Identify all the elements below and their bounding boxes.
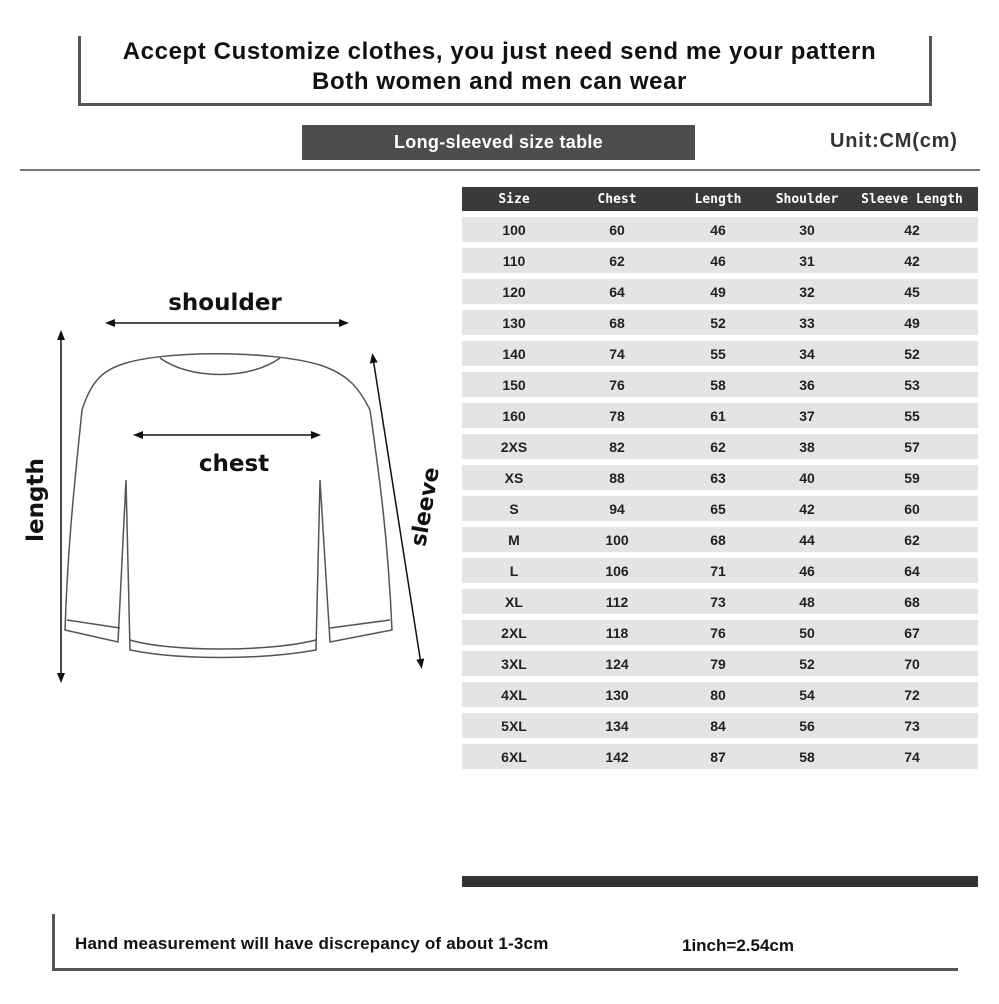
table-cell: 58	[768, 744, 846, 769]
table-cell: 88	[566, 465, 668, 490]
table-cell: 32	[768, 279, 846, 304]
table-cell: 130	[462, 310, 566, 335]
table-cell: 140	[462, 341, 566, 366]
table-row	[462, 744, 978, 769]
sleeve-label: sleeve	[406, 465, 445, 549]
table-cell: 56	[768, 713, 846, 738]
header-size: Size	[462, 187, 566, 211]
table-cell: XS	[462, 465, 566, 490]
table-row	[462, 682, 978, 707]
table-cell: 42	[768, 496, 846, 521]
table-row	[462, 372, 978, 397]
table-cell: 34	[768, 341, 846, 366]
length-label: length	[23, 458, 49, 542]
table-cell: 46	[668, 248, 768, 273]
table-cell: 40	[768, 465, 846, 490]
table-cell: 59	[846, 465, 978, 490]
table-cell: 2XS	[462, 434, 566, 459]
header-line-1: Accept Customize clothes, you just need send me your pattern	[122, 38, 877, 65]
header-length: Length	[668, 187, 768, 211]
table-cell: 38	[768, 434, 846, 459]
measurement-note: Hand measurement will have discrepancy of about 1-3cm	[75, 934, 549, 953]
table-cell: 5XL	[462, 713, 566, 738]
header-shoulder: Shoulder	[768, 187, 846, 211]
table-cell: 52	[846, 341, 978, 366]
chest-label: chest	[198, 451, 270, 477]
table-cell: 124	[566, 651, 668, 676]
table-cell: 36	[768, 372, 846, 397]
table-cell: 31	[768, 248, 846, 273]
table-cell: 94	[566, 496, 668, 521]
table-cell: 100	[566, 527, 668, 552]
table-cell: 65	[668, 496, 768, 521]
table-cell: 67	[846, 620, 978, 645]
table-cell: 134	[566, 713, 668, 738]
table-row	[462, 465, 978, 490]
table-cell: 76	[668, 620, 768, 645]
table-cell: 57	[846, 434, 978, 459]
table-cell: 33	[768, 310, 846, 335]
table-cell: 72	[846, 682, 978, 707]
table-cell: 160	[462, 403, 566, 428]
table-cell: 60	[566, 217, 668, 242]
table-row	[462, 341, 978, 366]
table-cell: 6XL	[462, 744, 566, 769]
table-cell: 79	[668, 651, 768, 676]
table-cell: 118	[566, 620, 668, 645]
table-cell: 78	[566, 403, 668, 428]
table-cell: 42	[846, 217, 978, 242]
table-cell: 45	[846, 279, 978, 304]
table-cell: 49	[668, 279, 768, 304]
table-cell: 58	[668, 372, 768, 397]
table-title-bar: Long-sleeved size table	[302, 125, 695, 160]
table-row	[462, 589, 978, 614]
table-cell: M	[462, 527, 566, 552]
table-cell: 82	[566, 434, 668, 459]
table-cell: 48	[768, 589, 846, 614]
table-row	[462, 651, 978, 676]
table-footer-bar	[462, 876, 978, 887]
table-cell: 60	[846, 496, 978, 521]
table-cell: 4XL	[462, 682, 566, 707]
table-cell: 71	[668, 558, 768, 583]
table-cell: 46	[668, 217, 768, 242]
table-cell: 62	[566, 248, 668, 273]
table-row	[462, 310, 978, 335]
table-cell: S	[462, 496, 566, 521]
table-cell: 73	[668, 589, 768, 614]
sweater-outline	[65, 354, 392, 658]
table-cell: 53	[846, 372, 978, 397]
table-cell: 110	[462, 248, 566, 273]
table-row	[462, 558, 978, 583]
table-cell: 64	[846, 558, 978, 583]
table-cell: 80	[668, 682, 768, 707]
table-cell: 44	[768, 527, 846, 552]
table-cell: 46	[768, 558, 846, 583]
table-cell: 42	[846, 248, 978, 273]
table-cell: 50	[768, 620, 846, 645]
table-cell: 106	[566, 558, 668, 583]
table-cell: L	[462, 558, 566, 583]
unit-label: Unit:CM(cm)	[830, 130, 958, 152]
table-cell: 55	[668, 341, 768, 366]
table-cell: 62	[846, 527, 978, 552]
table-row	[462, 279, 978, 304]
table-cell: 3XL	[462, 651, 566, 676]
table-header-row	[462, 187, 978, 211]
table-row	[462, 217, 978, 242]
table-cell: 68	[668, 527, 768, 552]
table-cell: 2XL	[462, 620, 566, 645]
table-row	[462, 403, 978, 428]
table-cell: 112	[566, 589, 668, 614]
table-cell: 62	[668, 434, 768, 459]
table-cell: 68	[566, 310, 668, 335]
table-cell: 64	[566, 279, 668, 304]
table-cell: XL	[462, 589, 566, 614]
divider-line	[20, 169, 980, 171]
table-cell: 61	[668, 403, 768, 428]
table-cell: 74	[846, 744, 978, 769]
sweater-diagram	[20, 280, 450, 700]
table-cell: 55	[846, 403, 978, 428]
table-cell: 130	[566, 682, 668, 707]
table-cell: 63	[668, 465, 768, 490]
table-cell: 150	[462, 372, 566, 397]
table-cell: 49	[846, 310, 978, 335]
table-cell: 73	[846, 713, 978, 738]
table-cell: 74	[566, 341, 668, 366]
table-cell: 76	[566, 372, 668, 397]
table-row	[462, 527, 978, 552]
table-cell: 120	[462, 279, 566, 304]
table-cell: 84	[668, 713, 768, 738]
table-row	[462, 496, 978, 521]
table-cell: 142	[566, 744, 668, 769]
table-cell: 54	[768, 682, 846, 707]
size-table	[462, 181, 978, 775]
table-cell: 100	[462, 217, 566, 242]
header-line-2: Both women and men can wear	[312, 68, 687, 95]
table-cell: 37	[768, 403, 846, 428]
table-cell: 68	[846, 589, 978, 614]
table-row	[462, 620, 978, 645]
inch-conversion: 1inch=2.54cm	[682, 936, 794, 955]
table-cell: 70	[846, 651, 978, 676]
table-row	[462, 248, 978, 273]
table-cell: 87	[668, 744, 768, 769]
table-cell: 30	[768, 217, 846, 242]
header-sleeve-length: Sleeve Length	[846, 187, 978, 211]
table-cell: 52	[768, 651, 846, 676]
shoulder-label: shoulder	[168, 290, 282, 316]
table-row	[462, 713, 978, 738]
header-chest: Chest	[566, 187, 668, 211]
table-cell: 52	[668, 310, 768, 335]
table-row	[462, 434, 978, 459]
